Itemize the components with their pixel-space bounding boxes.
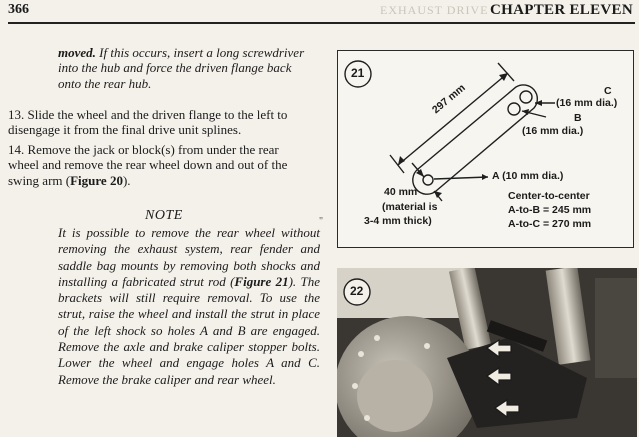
arrowhead <box>398 156 405 165</box>
arrowhead <box>482 174 488 180</box>
intro-rest: If this occurs, insert a long screwdriver into the hub and force the driven flange back onto the rear hub. <box>58 45 305 91</box>
figure-21-number: 21 <box>351 66 365 80</box>
material-line-2: 3-4 mm thick) <box>364 215 432 227</box>
arrowhead <box>522 109 529 115</box>
gutter-mark: " <box>319 216 324 227</box>
intro-paragraph <box>58 45 308 91</box>
bleed-through-text: EXHAUST DRIVE <box>380 3 489 17</box>
step-14-text: 14. Remove the jack or block(s) from under the rear wheel and remove the rear wheel down and out of the swing arm ( <box>8 142 288 188</box>
header-rule <box>8 22 635 24</box>
leader-a <box>434 177 488 179</box>
step-14-end: ). <box>122 172 131 188</box>
page-number: 366 <box>8 2 29 17</box>
length-label: 297 mm <box>430 81 468 117</box>
hole-a-label: A (10 mm dia.) <box>492 170 564 182</box>
shock-strut-photo <box>337 268 637 437</box>
intro-bold: moved. <box>58 45 96 60</box>
note-text-a: It is possible to remove the rear wheel without removing the exhaust system, rear fender and saddle bag mounts by removing both shocks and installing a fabricated strut rod ( <box>58 225 320 289</box>
note-paragraph <box>58 225 320 388</box>
chapter-title: CHAPTER ELEVEN <box>490 2 633 18</box>
length-extension-line <box>498 63 514 81</box>
figure-20-reference: Figure 20 <box>70 172 123 188</box>
hole-c-letter: C <box>604 85 612 97</box>
note-text-b: ). The brackets will still require removal. To use the strut, raise the wheel and install the strut in place of the left shock so holes A and B are engaged. Remove the axle and brake caliper stopper bolts. Lower the wheel and engage holes A and C. Remove the brake caliper and rear wheel. <box>58 273 320 387</box>
center-to-center-title: Center-to-center <box>508 190 590 202</box>
hole-c <box>520 91 532 103</box>
a-to-b-spacing: A-to-B = 245 mm <box>508 204 592 216</box>
material-line-1: (material is <box>382 201 438 213</box>
figure-21 <box>337 50 634 248</box>
note-title: NOTE <box>145 208 183 223</box>
hole-b-diameter: (16 mm dia.) <box>522 125 584 137</box>
figure-22-number: 22 <box>350 284 364 298</box>
width-label: 40 mm <box>384 186 418 198</box>
hole-b-letter: B <box>574 112 582 124</box>
step-14 <box>8 142 308 188</box>
arrowhead <box>434 191 442 198</box>
hole-a <box>423 175 433 185</box>
a-to-c-spacing: A-to-C = 270 mm <box>508 218 592 230</box>
figure-22-photo <box>337 268 637 437</box>
frame-shadow <box>595 278 637 378</box>
hub-center <box>357 360 433 432</box>
length-extension-line-2 <box>390 155 404 173</box>
figure-21-reference: Figure 21 <box>234 273 289 289</box>
step-13: 13. Slide the wheel and the driven flange to the left to disengage it from the final drive unit splines. <box>8 107 288 138</box>
hole-c-diameter: (16 mm dia.) <box>556 97 618 109</box>
hole-b <box>508 103 520 115</box>
